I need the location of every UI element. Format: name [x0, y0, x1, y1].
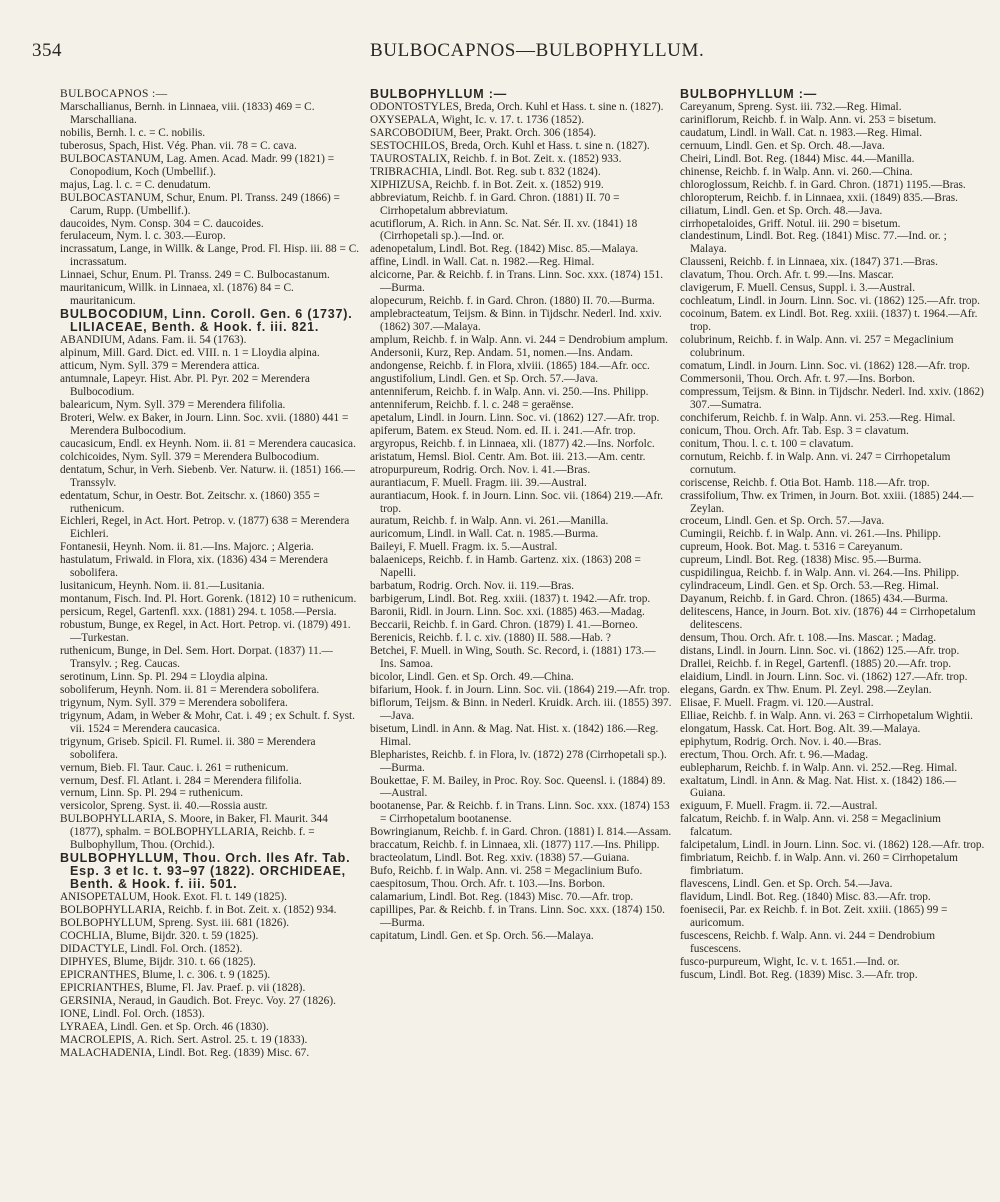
index-entry: Boukettae, F. M. Bailey, in Proc. Roy. Soc. Queensl. i. (1884) 89.—Austral.: [370, 774, 666, 800]
index-entry: MALACHADENIA, Lindl. Bot. Reg. (1839) Misc. 67.: [60, 1046, 310, 1059]
index-entry: barbigerum, Lindl. Bot. Reg. xxiii. (1837) t. 1942.—Afr. trop.: [370, 593, 651, 606]
index-entry: conicum, Thou. Orch. Afr. Tab. Esp. 3 = clavatum.: [680, 424, 909, 437]
index-entry: versicolor, Spreng. Syst. ii. 40.—Rossia austr.: [60, 800, 268, 813]
index-entry: LYRAEA, Lindl. Gen. et Sp. Orch. 46 (1830).: [60, 1020, 269, 1033]
index-entry: incrassatum, Lange, in Willk. & Lange, Prod. Fl. Hisp. iii. 88 = C. incrassatum.: [60, 243, 360, 269]
index-entry: chinense, Reichb. f. in Walp. Ann. vi. 260.—China.: [680, 165, 913, 178]
index-entry: Blepharistes, Reichb. f. in Flora, lv. (1872) 278 (Cirrhopetali sp.).—Burma.: [370, 748, 667, 774]
index-entry: aurantiacum, F. Muell. Fragm. iii. 39.—Austral.: [370, 476, 587, 489]
index-entry: majus, Lag. l. c. = C. denudatum.: [60, 178, 211, 191]
index-entry: capillipes, Par. & Reichb. f. in Trans. Linn. Soc. xxx. (1874) 150.—Burma.: [370, 904, 665, 929]
index-entry: caucasicum, Endl. ex Heynh. Nom. ii. 81 = Merendera caucasica.: [60, 437, 356, 450]
index-entry: Commersonii, Thou. Orch. Afr. t. 97.—Ins. Borbon.: [680, 372, 916, 385]
index-entry: SESTOCHILOS, Breda, Orch. Kuhl et Hass. t. sine n. (1827).: [370, 139, 650, 152]
index-entry: cuspidilingua, Reichb. f. in Walp. Ann. vi. 264.—Ins. Philipp.: [680, 567, 960, 580]
page-number: 354: [32, 40, 62, 61]
index-entry: crassifolium, Thw. ex Trimen, in Journ. Bot. xxiii. (1885) 244.—Zeylan.: [680, 489, 974, 515]
index-entry: BULBOCASTANUM, Schur, Enum. Pl. Transs. 249 (1866) = Carum, Rupp. (Umbellif.).: [60, 191, 340, 217]
index-entry: fuscum, Lindl. Bot. Reg. (1839) Misc. 3.—Afr. trop.: [680, 968, 918, 981]
index-entry: exiguum, F. Muell. Fragm. ii. 72.—Austral.: [680, 800, 878, 813]
index-entry: acutiflorum, A. Rich. in Ann. Sc. Nat. Sér. II. xv. (1841) 18 (Cirrhopetali sp.).—Ind. or.: [370, 217, 638, 243]
index-entry: trigynum, Griseb. Spicil. Fl. Rumel. ii. 380 = Merendera sobolifera.: [60, 735, 316, 761]
index-entry: fimbriatum, Reichb. f. in Walp. Ann. vi. 260 = Cirrhopetalum fimbriatum.: [680, 852, 958, 878]
index-entry: delitescens, Hance, in Journ. Bot. xiv. (1876) 44 = Cirrhopetalum delitescens.: [680, 606, 976, 632]
index-entry: amplebracteatum, Teijsm. & Binn. in Tijdschr. Nederl. Ind. xxiv. (1862) 307.—Malaya.: [370, 308, 662, 334]
index-entry: clavigerum, F. Muell. Census, Suppl. i. 3.—Austral.: [680, 282, 916, 295]
index-entry: comatum, Lindl. in Journ. Linn. Soc. vi. (1862) 128.—Afr. trop.: [680, 360, 970, 373]
index-entry: falcatum, Reichb. f. in Walp. Ann. vi. 258 = Megaclinium falcatum.: [680, 813, 941, 839]
genus-heading: BULBOPHYLLUM :—: [370, 87, 507, 101]
index-entry: clandestinum, Lindl. Bot. Reg. (1841) Misc. 77.—Ind. or. ; Malaya.: [680, 230, 947, 256]
index-entry: conitum, Thou. l. c. t. 100 = clavatum.: [680, 437, 854, 450]
index-entry: BOLBOPHYLLUM, Spreng. Syst. iii. 681 (1826).: [60, 917, 290, 929]
index-entry: biflorum, Teijsm. & Binn. in Nederl. Kruidk. Arch. iii. (1855) 397.—Java.: [370, 696, 672, 722]
index-entry: Baileyi, F. Muell. Fragm. ix. 5.—Austral.: [370, 541, 558, 554]
index-entry: cupreum, Lindl. Bot. Reg. (1838) Misc. 95.—Burma.: [680, 554, 922, 567]
index-entry: EPICRIANTHES, Blume, Fl. Jav. Praef. p. vii (1828).: [60, 981, 306, 994]
index-entry: bootanense, Par. & Reichb. f. in Trans. Linn. Soc. xxx. (1874) 153 = Cirrhopetalum bootanense.: [370, 800, 670, 826]
index-entry: apiferum, Batem. ex Steud. Nom. ed. II. i. 241.—Afr. trop.: [370, 424, 636, 437]
index-entry: Baronii, Ridl. in Journ. Linn. Soc. xxi. (1885) 463.—Madag.: [370, 606, 645, 619]
index-entry: ABANDIUM, Adans. Fam. ii. 54 (1763).: [60, 334, 247, 347]
genus-heading: BULBOCODIUM, Linn. Coroll. Gen. 6 (1737). LILIACEAE, Benth. & Hook. f. iii. 821.: [60, 307, 353, 335]
index-entry: aristatum, Hemsl. Biol. Centr. Am. Bot. iii. 213.—Am. centr.: [370, 450, 646, 463]
index-entry: bisetum, Lindl. in Ann. & Mag. Nat. Hist. x. (1842) 186.—Reg. Himal.: [370, 722, 659, 748]
index-entry: croceum, Lindl. Gen. et Sp. Orch. 57.—Java.: [680, 515, 885, 528]
index-entry: caudatum, Lindl. in Wall. Cat. n. 1983.—Reg. Himal.: [680, 126, 923, 139]
index-entry: tuberosus, Spach, Hist. Vég. Phan. vii. 78 = C. cava.: [60, 139, 297, 152]
index-entry: vernum, Bieb. Fl. Taur. Cauc. i. 261 = ruthenicum.: [60, 761, 289, 774]
index-entry: elegans, Gardn. ex Thw. Enum. Pl. Zeyl. 298.—Zeylan.: [680, 683, 932, 696]
index-entry: foenisecii, Par. ex Reichb. f. in Bot. Zeit. xxiii. (1865) 99 = auricomum.: [680, 904, 948, 929]
running-title: BULBOCAPNOS—BULBOPHYLLUM.: [370, 40, 705, 61]
index-entry: atticum, Nym. Syll. 379 = Merendera attica.: [60, 360, 260, 373]
index-entry: elaidium, Lindl. in Journ. Linn. Soc. vi. (1862) 127.—Afr. trop.: [680, 670, 968, 683]
index-entry: montanum, Fisch. Ind. Pl. Hort. Gorenk. (1812) 10 = ruthenicum.: [60, 593, 357, 606]
index-entry: Linnaei, Schur, Enum. Pl. Transs. 249 = C. Bulbocastanum.: [60, 269, 330, 282]
index-entry: TAUROSTALIX, Reichb. f. in Bot. Zeit. x. (1852) 933.: [370, 152, 622, 165]
index-entry: ODONTOSTYLES, Breda, Orch. Kuhl et Hass. t. sine n. (1827).: [370, 100, 664, 113]
index-entry: bicolor, Lindl. Gen. et Sp. Orch. 49.—China.: [370, 670, 574, 683]
index-entry: braccatum, Reichb. f. in Linnaea, xli. (1877) 117.—Ins. Philipp.: [370, 839, 660, 852]
index-entry: epiphytum, Rodrig. Orch. Nov. i. 40.—Bras.: [680, 735, 882, 748]
index-entry: argyropus, Reichb. f. in Linnaea, xli. (1877) 42.—Ins. Norfolc.: [370, 437, 655, 450]
index-entry: caespitosum, Thou. Orch. Afr. t. 103.—Ins. Borbon.: [370, 878, 606, 891]
index-entry: MACROLEPIS, A. Rich. Sert. Astrol. 25. t. 19 (1833).: [60, 1033, 308, 1046]
index-entry: antumnale, Lapeyr. Hist. Abr. Pl. Pyr. 202 = Merendera Bulbocodium.: [60, 372, 310, 398]
index-entry: clavatum, Thou. Orch. Afr. t. 99.—Ins. Mascar.: [680, 269, 894, 282]
index-entry: cupreum, Hook. Bot. Mag. t. 5316 = Careyanum.: [680, 541, 903, 554]
index-entry: colchicoides, Nym. Syll. 379 = Merendera Bulbocodium.: [60, 450, 320, 463]
index-entry: persicum, Regel, Gartenfl. xxx. (1881) 294. t. 1058.—Persia.: [60, 606, 337, 619]
index-entry: Cumingii, Reichb. f. in Walp. Ann. vi. 261.—Ins. Philipp.: [680, 528, 941, 541]
index-entry: trigynum, Nym. Syll. 379 = Merendera sobolifera.: [60, 696, 288, 709]
index-entry: capitatum, Lindl. Gen. et Sp. Orch. 56.—Malaya.: [370, 929, 594, 942]
index-entry: flavidum, Lindl. Bot. Reg. (1840) Misc. 83.—Afr. trop.: [680, 891, 931, 904]
index-entry: balearicum, Nym. Syll. 379 = Merendera filifolia.: [60, 398, 286, 411]
index-entry: apetalum, Lindl. in Journ. Linn. Soc. vi. (1862) 127.—Afr. trop.: [370, 411, 660, 424]
index-entry: trigynum, Adam, in Weber & Mohr, Cat. i. 49 ; ex Schult. f. Syst. vii. 1524 = Merendera caucasica.: [60, 709, 355, 735]
index-entry: Elliae, Reichb. f. in Walp. Ann. vi. 263 = Cirrhopetalum Wightii.: [680, 709, 973, 722]
index-entry: Cheiri, Lindl. Bot. Reg. (1844) Misc. 44.—Manilla.: [680, 152, 915, 165]
index-entry: distans, Lindl. in Journ. Linn. Soc. vi. (1862) 125.—Afr. trop.: [680, 644, 960, 657]
genus-heading: BULBOCAPNOS :—: [60, 88, 168, 100]
index-entry: IONE, Lindl. Fol. Orch. (1853).: [60, 1007, 205, 1020]
index-entry: adenopetalum, Lindl. Bot. Reg. (1842) Misc. 85.—Malaya.: [370, 243, 639, 256]
genus-heading: BULBOPHYLLUM, Thou. Orch. Iles Afr. Tab. Esp. 3 et Ic. t. 93–97 (1822). ORCHIDEAE, Benth. & Hook. f. iii. 501.: [60, 851, 351, 892]
index-entry: alpinum, Mill. Gard. Dict. ed. VIII. n. 1 = Lloydia alpina.: [60, 347, 320, 360]
index-entry: Andersonii, Kurz, Rep. Andam. 51, nomen.—Ins. Andam.: [370, 347, 633, 360]
column-3: [680, 88, 985, 982]
index-entry: cirrhopetaloides, Griff. Notul. iii. 290 = bisetum.: [680, 217, 901, 230]
index-entry: abbreviatum, Reichb. f. in Gard. Chron. (1881) II. 70 = Cirrhopetalum abbreviatum.: [370, 191, 620, 217]
index-entry: ferulaceum, Nym. l. c. 303.—Europ.: [60, 230, 226, 243]
index-entry: DIDACTYLE, Lindl. Fol. Orch. (1852).: [60, 942, 243, 955]
index-entry: auricomum, Lindl. in Wall. Cat. n. 1985.—Burma.: [370, 528, 599, 541]
genus-heading: BULBOPHYLLUM :—: [680, 87, 817, 101]
index-entry: daucoides, Nym. Consp. 304 = C. daucoides.: [60, 217, 264, 230]
index-entry: Marschallianus, Bernh. in Linnaea, viii. (1833) 469 = C. Marschalliana.: [60, 100, 315, 126]
index-entry: OXYSEPALA, Wight, Ic. v. 17. t. 1736 (1852).: [370, 113, 585, 126]
index-entry: cornutum, Reichb. f. in Walp. Ann. vi. 247 = Cirrhopetalum cornutum.: [680, 450, 951, 476]
index-entry: Drallei, Reichb. f. in Regel, Gartenfl. (1885) 20.—Afr. trop.: [680, 657, 952, 670]
index-entry: barbatum, Rodrig. Orch. Nov. ii. 119.—Bras.: [370, 580, 575, 593]
index-entry: GERSINIA, Neraud, in Gaudich. Bot. Freyc. Voy. 27 (1826).: [60, 994, 336, 1007]
index-entry: chloroglossum, Reichb. f. in Gard. Chron. (1871) 1195.—Bras.: [680, 178, 966, 191]
index-entry: auratum, Reichb. f. in Walp. Ann. vi. 261.—Manilla.: [370, 515, 609, 528]
index-entry: Betchei, F. Muell. in Wing, South. Sc. Record, i. (1881) 173.—Ins. Samoa.: [370, 644, 656, 670]
index-entry: BULBOPHYLLARIA, S. Moore, in Baker, Fl. Maurit. 344 (1877), sphalm. = BOLBOPHYLLARIA, Reichb. f. = Bulbophyllum, Thou. (Orchid.).: [60, 813, 328, 852]
index-entry: SARCOBODIUM, Beer, Prakt. Orch. 306 (1854).: [370, 126, 597, 139]
index-entry: cernuum, Lindl. Gen. et Sp. Orch. 48.—Java.: [680, 139, 885, 152]
index-entry: balaeniceps, Reichb. f. in Hamb. Gartenz. xix. (1863) 208 = Napelli.: [370, 554, 641, 580]
index-entry: Eichleri, Regel, in Act. Hort. Petrop. v. (1877) 638 = Merendera Eichleri.: [60, 515, 350, 541]
index-entry: elongatum, Hassk. Cat. Hort. Bog. Alt. 39.—Malaya.: [680, 722, 921, 735]
index-entry: calamarium, Lindl. Bot. Reg. (1843) Misc. 70.—Afr. trop.: [370, 891, 634, 904]
index-entry: Berenicis, Reichb. f. l. c. xiv. (1880) II. 588.—Hab. ?: [370, 632, 611, 645]
index-entry: TRIBRACHIA, Lindl. Bot. Reg. sub t. 832 (1824).: [370, 165, 601, 178]
index-entry: vernum, Desf. Fl. Atlant. i. 284 = Merendera filifolia.: [60, 774, 302, 787]
index-entry: eublepharum, Reichb. f. in Walp. Ann. vi. 252.—Reg. Himal.: [680, 761, 958, 774]
index-entry: nobilis, Bernh. l. c. = C. nobilis.: [60, 126, 206, 139]
index-entry: affine, Lindl. in Wall. Cat. n. 1982.—Reg. Himal.: [370, 256, 595, 269]
index-entry: antenniferum, Reichb. f. l. c. 248 = geraënse.: [370, 398, 574, 411]
index-entry: Elisae, F. Muell. Fragm. vi. 120.—Austral.: [680, 696, 874, 709]
index-entry: Clausseni, Reichb. f. in Linnaea, xix. (1847) 371.—Bras.: [680, 256, 938, 269]
index-entry: cocoinum, Batem. ex Lindl. Bot. Reg. xxiii. (1837) t. 1964.—Afr. trop.: [680, 308, 978, 334]
index-entry: fuscescens, Reichb. f. Walp. Ann. vi. 244 = Dendrobium fuscescens.: [680, 929, 935, 955]
index-entry: ruthenicum, Bunge, in Del. Sem. Hort. Dorpat. (1837) 11.—Transylv. ; Reg. Caucas.: [60, 644, 333, 670]
index-entry: EPICRANTHES, Blume, l. c. 306. t. 9 (1825).: [60, 968, 271, 981]
index-entry: Careyanum, Spreng. Syst. iii. 732.—Reg. Himal.: [680, 100, 902, 113]
index-entry: alopecurum, Reichb. f. in Gard. Chron. (1880) II. 70.—Burma.: [370, 295, 655, 308]
index-entry: DIPHYES, Blume, Bijdr. 310. t. 66 (1825).: [60, 955, 256, 968]
index-entry: falcipetalum, Lindl. in Journ. Linn. Soc. vi. (1862) 128.—Afr. trop.: [680, 839, 985, 852]
index-entry: angustifolium, Lindl. Gen. et Sp. Orch. 57.—Java.: [370, 372, 599, 385]
index-entry: alcicorne, Par. & Reichb. f. in Trans. Linn. Soc. xxx. (1874) 151.—Burma.: [370, 269, 664, 295]
index-entry: mauritanicum, Willk. in Linnaea, xl. (1876) 84 = C. mauritanicum.: [60, 282, 294, 308]
index-entry: ciliatum, Lindl. Gen. et Sp. Orch. 48.—Java.: [680, 204, 883, 217]
index-entry: erectum, Thou. Orch. Afr. t. 96.—Madag.: [680, 748, 869, 761]
index-entry: Bowringianum, Reichb. f. in Gard. Chron. (1881) I. 814.—Assam.: [370, 826, 672, 839]
column-1: [60, 88, 360, 1059]
index-entry: BOLBOPHYLLARIA, Reichb. f. in Bot. Zeit. x. (1852) 934.: [60, 904, 337, 917]
index-entry: cochleatum, Lindl. in Journ. Linn. Soc. vi. (1862) 125.—Afr. trop.: [680, 295, 980, 308]
index-entry: soboliferum, Heynh. Nom. ii. 81 = Merendera sobolifera.: [60, 683, 320, 696]
index-entry: XIPHIZUSA, Reichb. f. in Bot. Zeit. x. (1852) 919.: [370, 178, 604, 191]
index-entry: Fontanesii, Heynh. Nom. ii. 81.—Ins. Majorc. ; Algeria.: [60, 541, 314, 554]
column-2: [370, 88, 672, 943]
index-entry: bifarium, Hook. f. in Journ. Linn. Soc. vii. (1864) 219.—Afr. trop.: [370, 683, 670, 696]
index-entry: Broteri, Welw. ex Baker, in Journ. Linn. Soc. xvii. (1880) 441 = Merendera Bulbocodium.: [60, 411, 349, 437]
index-entry: BULBOCASTANUM, Lag. Amen. Acad. Madr. 99 (1821) = Conopodium, Koch (Umbellif.).: [60, 152, 335, 178]
index-entry: exaltatum, Lindl. in Ann. & Mag. Nat. Hist. x. (1842) 186.—Guiana.: [680, 774, 957, 800]
index-entry: vernum, Linn. Sp. Pl. 294 = ruthenicum.: [60, 787, 244, 800]
index-entry: andongense, Reichb. f. in Flora, xlviii. (1865) 184.—Afr. occ.: [370, 360, 650, 373]
index-entry: ANISOPETALUM, Hook. Exot. Fl. t. 149 (1825).: [60, 891, 287, 904]
index-entry: dentatum, Schur, in Verh. Siebenb. Ver. Naturw. ii. (1851) 166.—Transsylv.: [60, 463, 355, 489]
index-entry: bracteolatum, Lindl. Bot. Reg. xxiv. (1838) 57.—Guiana.: [370, 852, 630, 865]
index-entry: COCHLIA, Blume, Bijdr. 320. t. 59 (1825).: [60, 929, 259, 942]
index-entry: coriscense, Reichb. f. Otia Bot. Hamb. 118.—Afr. trop.: [680, 476, 930, 489]
index-entry: chloropterum, Reichb. f. in Linnaea, xxii. (1849) 835.—Bras.: [680, 191, 958, 204]
index-entry: hastulatum, Friwald. in Flora, xix. (1836) 434 = Merendera sobolifera.: [60, 554, 329, 580]
index-entry: colubrinum, Reichb. f. in Walp. Ann. vi. 257 = Megaclinium colubrinum.: [680, 334, 954, 360]
index-entry: cylindraceum, Lindl. Gen. et Sp. Orch. 53.—Reg. Himal.: [680, 580, 939, 593]
index-entry: Bufo, Reichb. f. in Walp. Ann. vi. 258 = Megaclinium Bufo.: [370, 865, 643, 878]
index-entry: robustum, Bunge, ex Regel, in Act. Hort. Petrop. vi. (1879) 491.—Turkestan.: [60, 619, 351, 645]
index-entry: serotinum, Linn. Sp. Pl. 294 = Lloydia alpina.: [60, 670, 268, 683]
index-entry: densum, Thou. Orch. Afr. t. 108.—Ins. Mascar. ; Madag.: [680, 632, 937, 645]
index-entry: conchiferum, Reichb. f. in Walp. Ann. vi. 253.—Reg. Himal.: [680, 411, 956, 424]
index-entry: fusco-purpureum, Wight, Ic. v. t. 1651.—Ind. or.: [680, 955, 900, 968]
index-entry: compressum, Teijsm. & Binn. in Tijdschr. Nederl. Ind. xxiv. (1862) 307.—Sumatra.: [680, 385, 984, 411]
index-entry: aurantiacum, Hook. f. in Journ. Linn. Soc. vii. (1864) 219.—Afr. trop.: [370, 489, 664, 515]
index-entry: Beccarii, Reichb. f. in Gard. Chron. (1879) I. 41.—Borneo.: [370, 619, 638, 632]
index-entry: amplum, Reichb. f. in Walp. Ann. vi. 244 = Dendrobium amplum.: [370, 334, 668, 347]
index-entry: Dayanum, Reichb. f. in Gard. Chron. (1865) 434.—Burma.: [680, 593, 948, 606]
index-entry: edentatum, Schur, in Oestr. Bot. Zeitschr. x. (1860) 355 = ruthenicum.: [60, 489, 320, 515]
index-entry: atropurpureum, Rodrig. Orch. Nov. i. 41.—Bras.: [370, 463, 591, 476]
index-entry: lusitanicum, Heynh. Nom. ii. 81.—Lusitania.: [60, 580, 265, 593]
index-entry: flavescens, Lindl. Gen. et Sp. Orch. 54.—Java.: [680, 878, 893, 891]
index-entry: cariniflorum, Reichb. f. in Walp. Ann. vi. 253 = bisetum.: [680, 113, 937, 126]
index-entry: antenniferum, Reichb. f. in Walp. Ann. vi. 250.—Ins. Philipp.: [370, 385, 649, 398]
